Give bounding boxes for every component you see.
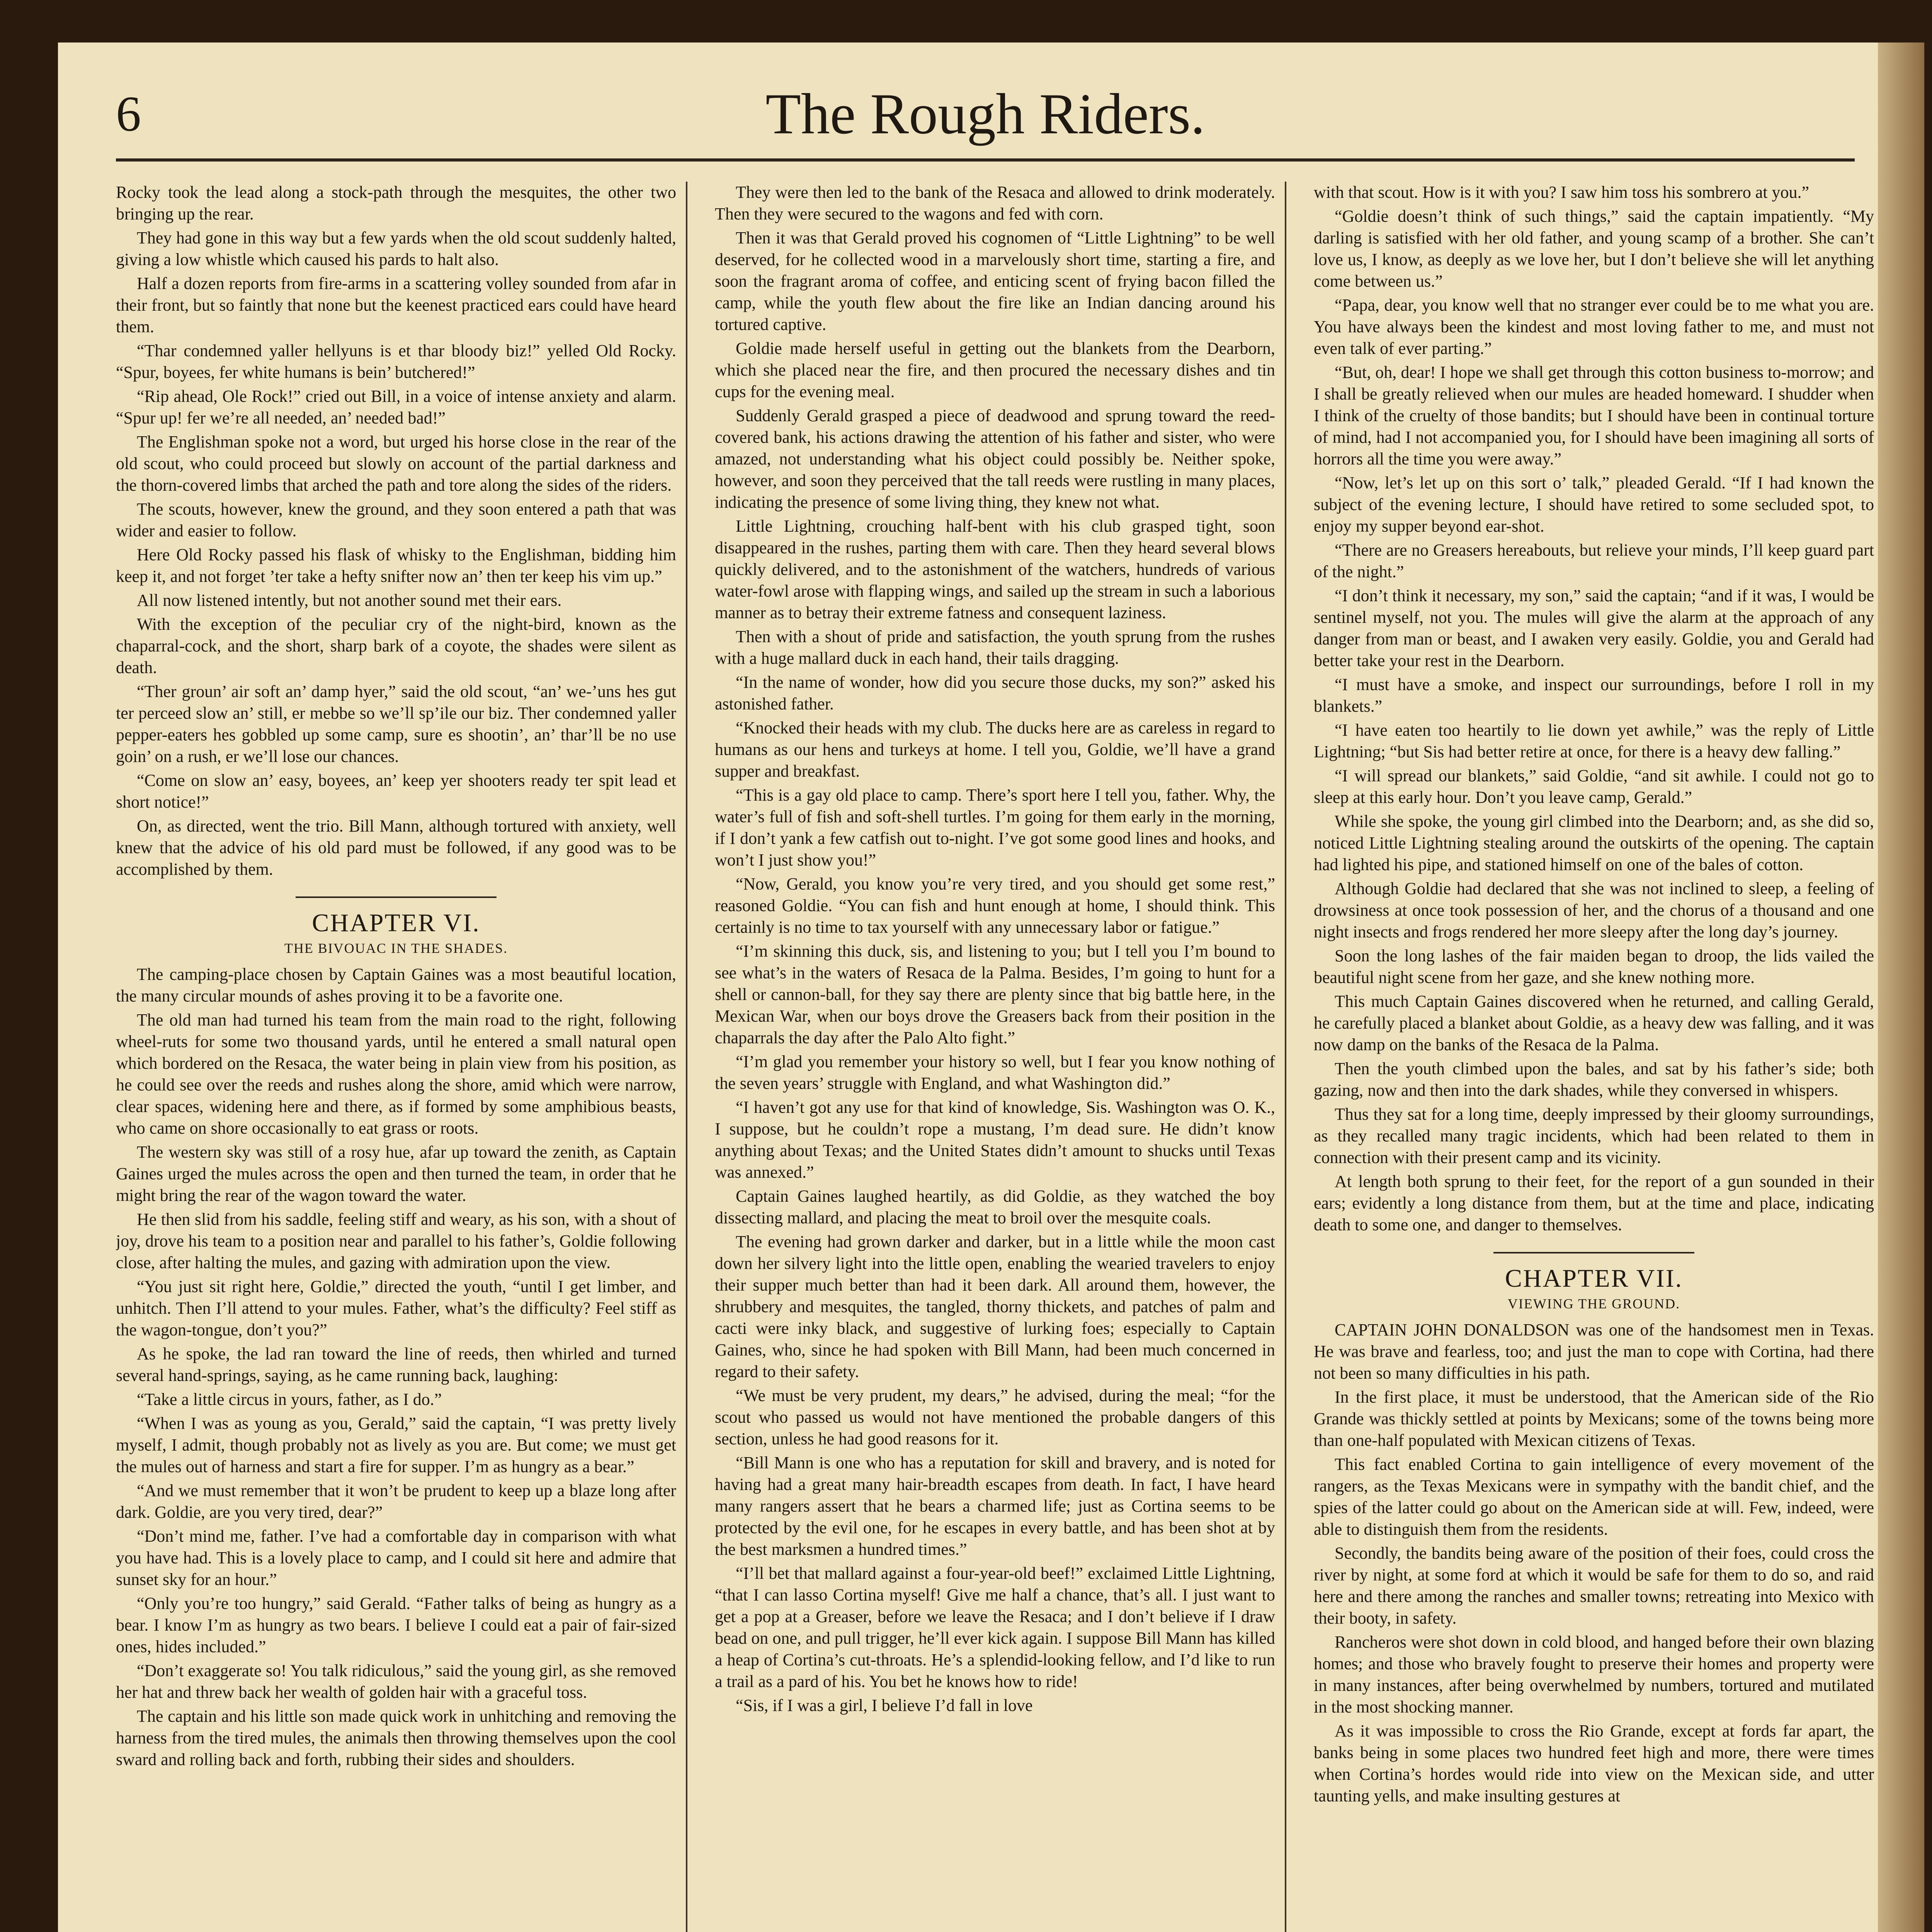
- paragraph: The camping-place chosen by Captain Gaines was a most beautiful location, the many circular mounds of ashes proving it to be a favorite one.: [116, 965, 676, 1005]
- paragraph: “You just sit right here, Goldie,” directed the youth, “until I get limber, and unhitch. Then I’ll attend to your mules. Father, what’s the difficulty? Feel stiff as the wagon-tongue, don’t you?”: [116, 1277, 676, 1339]
- paragraph: “And we must remember that it won’t be prudent to keep up a blaze long after dark. Goldie, are you very tired, dear?”: [116, 1481, 676, 1522]
- paragraph: This much Captain Gaines discovered when he returned, and calling Gerald, he carefully placed a blanket about Goldie, as a heavy dew was falling, and it was now damp on the banks of the Resaca de la Palma.: [1314, 992, 1874, 1054]
- paragraph: “I must have a smoke, and inspect our surroundings, before I roll in my blankets.”: [1314, 675, 1874, 716]
- chapter-rule: [296, 896, 497, 898]
- paragraph: “In the name of wonder, how did you secure those ducks, my son?” asked his astonished father.: [715, 673, 1275, 713]
- paragraph: “There are no Greasers hereabouts, but relieve your minds, I’ll keep guard part of the night.”: [1314, 541, 1874, 581]
- page-header: [116, 70, 1855, 162]
- paragraph: As he spoke, the lad ran toward the line of reeds, then whirled and turned several hand-springs, saying, as he came running back, laughing:: [116, 1344, 676, 1385]
- paragraph: While she spoke, the young girl climbed into the Dearborn; and, as she did so, noticed Little Lightning stealing around the outskirts of the opening. The captain had lighted his pipe, and stationed himself on one of the bales of cotton.: [1314, 812, 1874, 874]
- paragraph: Soon the long lashes of the fair maiden began to droop, the lids vailed the beautiful night scene from her gaze, and she knew nothing more.: [1314, 946, 1874, 987]
- paragraph: Secondly, the bandits being aware of the position of their foes, could cross the river by night, at some ford at which it would be safe for them to do so, and raid here and there among the ranches and smaller towns; retreating into Mexico with their booty, in safety.: [1314, 1544, 1874, 1628]
- paragraph: “When I was as young as you, Gerald,” said the captain, “I was pretty lively myself, I admit, though probably not as lively as you are. But come; we must get the mules out of harness and start a fire for supper. I’m as hungry as a bear.”: [116, 1414, 676, 1476]
- paragraph: In the first place, it must be understood, that the American side of the Rio Grande was thickly settled at points by Mexicans; some of the towns being more than one-half populated with Mexican citizens of Texas.: [1314, 1388, 1874, 1450]
- paragraph: with that scout. How is it with you? I saw him toss his sombrero at you.”: [1314, 183, 1809, 202]
- chapter-subtitle: VIEWING THE GROUND.: [1507, 1296, 1680, 1311]
- paragraph: “I don’t think it necessary, my son,” said the captain; “and if it was, I would be sentinel myself, not you. The mules will give the alarm at the approach of any danger from man or beast, and I awaken very easily. Goldie, you and Gerald had better take your rest in the Dearborn.: [1314, 586, 1874, 670]
- paragraph: “Goldie doesn’t think of such things,” said the captain impatiently. “My darling is satisfied with her old father, and young scamp of a brother. She can’t love us, I know, as deeply as we love her, but I don’t believe she will let anything come between us.”: [1314, 207, 1874, 291]
- paragraph: At length both sprung to their feet, for the report of a gun sounded in their ears; evidently a long distance from them, but at the time and place, indicating death to some one, and danger to themselves.: [1314, 1172, 1874, 1234]
- text-column-1: [116, 182, 676, 1932]
- paragraph: Then with a shout of pride and satisfaction, the youth sprung from the rushes with a huge mallard duck in each hand, their tails dragging.: [715, 627, 1275, 668]
- paragraph: CAPTAIN JOHN DONALDSON was one of the handsomest men in Texas. He was brave and fearless, too; and just the man to cope with Cortina, had there not been so many difficulties in his path.: [1314, 1320, 1874, 1383]
- paragraph: They had gone in this way but a few yards when the old scout suddenly halted, giving a low whistle which caused his pards to halt also.: [116, 228, 676, 269]
- paragraph: Rocky took the lead along a stock-path through the mesquites, the other two bringing up the rear.: [116, 183, 676, 223]
- column-rule: [686, 182, 687, 1932]
- paragraph: “I will spread our blankets,” said Goldie, “and sit awhile. I could not go to sleep at this early hour. Don’t you leave camp, Gerald.”: [1314, 766, 1874, 807]
- paragraph: “Bill Mann is one who has a reputation for skill and bravery, and is noted for having had a great many hair-breadth escapes from death. In fact, I have heard many rangers assert that he bears a charmed life; just as Cortina seems to be protected by the evil one, for he escapes in every battle, and has been shot at by the best marksmen a hundred times.”: [715, 1453, 1275, 1559]
- chapter-title: CHAPTER VII.: [1505, 1264, 1683, 1293]
- paragraph: Little Lightning, crouching half-bent with his club grasped tight, soon disappeared in the rushes, parting them with care. Then they heard several blows quickly delivered, and to the astonishment of the watchers, hundreds of various water-fowl arose with flapping wings, and sailed up the stream in such a laborious manner as to betray their extreme fatness and consequent laziness.: [715, 517, 1275, 622]
- page-number: 6: [116, 86, 141, 142]
- paragraph: Here Old Rocky passed his flask of whisky to the Englishman, bidding him keep it, and not forget ’ter take a hefty snifter now an’ then ter keep his vim up.”: [116, 545, 676, 586]
- paragraph: “I’ll bet that mallard against a four-year-old beef!” exclaimed Little Lightning, “that I can lasso Cortina myself! Give me half a chance, that’s all. I just want to get a pop at a Greaser, before we leave the Resaca; and I don’t believe if I draw bead on one, and pull trigger, he’ll ever kick again. I suppose Bill Mann has killed a heap of Cortina’s cut-throats. He’s a splendid-looking fellow, and I’d like to run a trail as a pard of his. You bet he knows how to ride!: [715, 1564, 1275, 1691]
- paragraph: Although Goldie had declared that she was not inclined to sleep, a feeling of drowsiness at once took possession of her, and the chorus of a thousand and one night insects and frogs rendered her more sleepy after the long day’s journey.: [1314, 879, 1874, 941]
- paragraph: “Now, let’s let up on this sort o’ talk,” pleaded Gerald. “If I had known the subject of the evening lecture, I should have retired to some secluded spot, to enjoy my supper beyond ear-shot.: [1314, 473, 1874, 536]
- paragraph: “Don’t exaggerate so! You talk ridiculous,” said the young girl, as she removed her hat and threw back her wealth of golden hair with a graceful toss.: [116, 1661, 676, 1702]
- paragraph: “Sis, if I was a girl, I believe I’d fall in love: [736, 1696, 1033, 1715]
- chapter-heading: [1314, 1252, 1874, 1314]
- paragraph: “This is a gay old place to camp. There’s sport here I tell you, father. Why, the water’s full of fish and soft-shell turtles. I’m going for them early in the morning, if I don’t yank a few catfish out to-night. I’ve got some good lines and hooks, and won’t I just show you!”: [715, 786, 1275, 869]
- paragraph: Then the youth climbed upon the bales, and sat by his father’s side; both gazing, now and then into the dark shades, while they conversed in whispers.: [1314, 1059, 1874, 1100]
- paragraph: “I haven’t got any use for that kind of knowledge, Sis. Washington was O. K., I suppose, but he couldn’t rope a mustang, I’m dead sure. He didn’t know anything about Texas; and the United States didn’t amount to shucks until Texas was annexed.”: [715, 1098, 1275, 1182]
- paragraph: The captain and his little son made quick work in unhitching and removing the harness from the tired mules, the animals then throwing themselves upon the cool sward and rolling back and forth, rubbing their sides and shoulders.: [116, 1707, 676, 1769]
- paragraph: “Knocked their heads with my club. The ducks here are as careless in regard to humans as our hens and turkeys at home. I tell you, Goldie, we’ll have a grand supper and breakfast.: [715, 718, 1275, 781]
- paragraph: All now listened intently, but not another sound met their ears.: [137, 591, 562, 610]
- paragraph: On, as directed, went the trio. Bill Mann, although tortured with anxiety, well knew that the advice of his old pard must be followed, if any good was to be accomplished by them.: [116, 816, 676, 879]
- paragraph: This fact enabled Cortina to gain intelligence of every movement of the rangers, as the Texas Mexicans were in sympathy with the bandit chief, and the spies of the latter could go about on the American side at will. Few, indeed, were able to distinguish them from the residents.: [1314, 1455, 1874, 1539]
- paragraph: “Ther groun’ air soft an’ damp hyer,” said the old scout, “an’ we-’uns hes gut ter perceed slow an’ still, er mebbe so we’ll sp’ile our biz. Ther condemned yaller pepper-eaters hes gobbled up some camp, sure es shootin’, an’ thar’ll be no use goin’ on a rush, er we’ll lose our chances.: [116, 682, 676, 766]
- paragraph: As it was impossible to cross the Rio Grande, except at fords far apart, the banks being in some places two hundred feet high and more, there were times when Cortina’s hordes would ride into view on the Mexican side, and utter taunting yells, and make insulting gestures at: [1314, 1721, 1874, 1805]
- paragraph: The scouts, however, knew the ground, and they soon entered a path that was wider and easier to follow.: [116, 500, 676, 540]
- paragraph: “I have eaten too heartily to lie down yet awhile,” was the reply of Little Lightning; “but Sis had better retire at once, for there is a heavy dew falling.”: [1314, 721, 1874, 761]
- paragraph: “I’m skinning this duck, sis, and listening to you; but I tell you I’m bound to see what’s in the waters of Resaca de la Palma. Besides, I’m going to hunt for a shell or cannon-ball, for they say there are plenty since that big battle here, in the Mexican War, when our boys drove the Greasers back from their position in the chaparrals the day after the Palo Alto fight.”: [715, 942, 1275, 1047]
- paragraph: Rancheros were shot down in cold blood, and hanged before their own blazing homes; and those who bravely fought to preserve their homes and property were in many instances, after being overwhelmed by numbers, tortured and mutilated in the most shocking manner.: [1314, 1633, 1874, 1716]
- paragraph: He then slid from his saddle, feeling stiff and weary, as his son, with a shout of joy, drove his team to a position near and parallel to his father’s, Goldie following close, after halting the mules, and gazing with admiration upon the view.: [116, 1210, 676, 1272]
- chapter-title: CHAPTER VI.: [312, 909, 480, 937]
- paragraph: “But, oh, dear! I hope we shall get through this cotton business to-morrow; and I shall be greatly relieved when our mules are headed homeward. I shudder when I think of the cruelty of those bandits; but I should have been in continual torture of mind, had I not accompanied you, for I should have been imagining all sorts of horrors all the time you were away.”: [1314, 363, 1874, 468]
- paragraph: “Don’t mind me, father. I’ve had a comfortable day in comparison with what you have had. This is a lovely place to camp, and I could sit here and admire that sunset sky for an hour.”: [116, 1527, 676, 1589]
- paragraph: “Now, Gerald, you know you’re very tired, and you should get some rest,” reasoned Goldie. “You can fish and hunt enough at home, I should think. This certainly is no time to tax yourself with any unnecessary labor or fatigue.”: [715, 874, 1275, 937]
- text-column-2: [715, 182, 1275, 1932]
- page-spine-edge: [1878, 43, 1924, 1932]
- paragraph: Captain Gaines laughed heartily, as did Goldie, as they watched the boy dissecting mallard, and placing the meat to broil over the mesquite coals.: [715, 1187, 1275, 1227]
- column-rule: [1285, 182, 1286, 1932]
- paragraph: “I’m glad you remember your history so well, but I fear you know nothing of the seven years’ struggle with England, and what Washington did.”: [715, 1052, 1275, 1093]
- paragraph: “Papa, dear, you know well that no stranger ever could be to me what you are. You have always been the kindest and most loving father to me, and must not even talk of ever parting.”: [1314, 296, 1874, 358]
- running-title: The Rough Riders.: [765, 82, 1205, 146]
- paragraph: “We must be very prudent, my dears,” he advised, during the meal; “for the scout who passed us would not have mentioned the probable dangers of this section, unless he had good reasons for it.: [715, 1386, 1275, 1448]
- paragraph: The old man had turned his team from the main road to the right, following wheel-ruts for some two thousand yards, until he entered a small natural open which bordered on the Resaca, the water being in plain view from his position, as he could see over the reeds and rushes along the shore, amid which were narrow, clear spaces, widening here and there, as if formed by some amphibious beasts, who came on shore occasionally to eat grass or roots.: [116, 1010, 676, 1138]
- chapter-subtitle: THE BIVOUAC IN THE SHADES.: [284, 940, 508, 956]
- paragraph: “Only you’re too hungry,” said Gerald. “Father talks of being as hungry as a bear. I know I’m as hungry as two bears. I believe I could eat a pair of fair-sized ones, hides included.”: [116, 1594, 676, 1656]
- paragraph: Goldie made herself useful in getting out the blankets from the Dearborn, which she placed near the fire, and then procured the necessary dishes and tin cups for the evening meal.: [715, 339, 1275, 401]
- paragraph: “Come on slow an’ easy, boyees, an’ keep yer shooters ready ter spit lead et short notice!”: [116, 771, 676, 811]
- paragraph: “Thar condemned yaller hellyuns is et thar bloody biz!” yelled Old Rocky. “Spur, boyees, fer white humans is bein’ butchered!”: [116, 341, 676, 382]
- paragraph: The Englishman spoke not a word, but urged his horse close in the rear of the old scout, who could proceed but slowly on account of the partial darkness and the thorn-covered limbs that arched the path and tore along the sides of the riders.: [116, 432, 676, 495]
- paragraph: Half a dozen reports from fire-arms in a scattering volley sounded from afar in their front, but so faintly that none but the keenest practiced ears could have heard them.: [116, 274, 676, 336]
- newspaper-page: [58, 43, 1924, 1932]
- paragraph: “Rip ahead, Ole Rock!” cried out Bill, in a voice of intense anxiety and alarm. “Spur up! fer we’re all needed, an’ needed bad!”: [116, 387, 676, 427]
- paragraph: The western sky was still of a rosy hue, afar up toward the zenith, as Captain Gaines urged the mules across the open and then turned the team, in order that he might bring the rear of the wagon toward the water.: [116, 1143, 676, 1205]
- paragraph: “Take a little circus in yours, father, as I do.”: [137, 1390, 442, 1409]
- paragraph: They were then led to the bank of the Resaca and allowed to drink moderately. Then they were secured to the wagons and fed with corn.: [715, 183, 1275, 223]
- paragraph: Then it was that Gerald proved his cognomen of “Little Lightning” to be well deserved, for he collected wood in a marvelously short time, starting a fire, and soon the fragrant aroma of coffee, and enticing scent of frying bacon filled the camp, while the youth flew about the fire like an Indian dancing around his tortured captive.: [715, 228, 1275, 334]
- paragraph: Suddenly Gerald grasped a piece of deadwood and sprung toward the reed-covered bank, his actions drawing the attention of his father and sister, who were amazed, not understanding what his object could possibly be. Neither spoke, however, and soon they perceived that the tall reeds were rustling in many places, indicating the presence of some living thing, they knew not what.: [715, 406, 1275, 512]
- chapter-rule: [1493, 1252, 1694, 1253]
- paragraph: The evening had grown darker and darker, but in a little while the moon cast down her silvery light into the little open, enabling the wearied travelers to enjoy their supper much better than had it been dark. All around them, however, the shrubbery and mesquites, the tangled, thorny thickets, and patches of palm and cacti were inky black, and suggestive of lurking foes; especially to Captain Gaines, who, since he had spoken with Bill Mann, had been much concerned in regard to their safety.: [715, 1232, 1275, 1381]
- text-column-3: [1314, 182, 1874, 1932]
- paragraph: Thus they sat for a long time, deeply impressed by their gloomy surroundings, as they recalled many tragic incidents, which had been related to them in connection with their present camp and its vicinity.: [1314, 1105, 1874, 1167]
- paragraph: With the exception of the peculiar cry of the night-bird, known as the chaparral-cock, and the short, sharp bark of a coyote, the shades were silent as death.: [116, 615, 676, 677]
- chapter-heading: [116, 896, 676, 958]
